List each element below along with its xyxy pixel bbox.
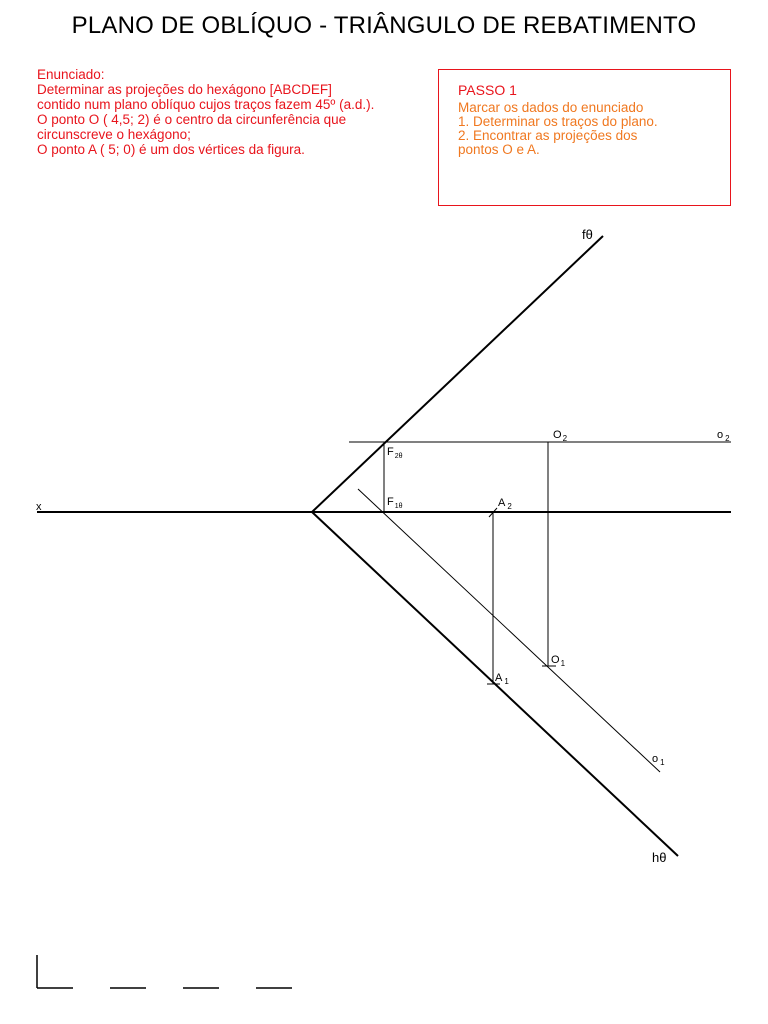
page-title: PLANO DE OBLÍQUO - TRIÂNGULO DE REBATIMENTO xyxy=(71,12,697,39)
o1-label: o $_1$ xyxy=(652,753,665,767)
frontal-trace-label: fθ xyxy=(582,227,593,242)
a1-point-label: A $_1$ xyxy=(495,672,509,686)
horizontal-trace-label: hθ xyxy=(652,850,667,865)
f2-label: $F_{2\theta}$ xyxy=(387,446,403,460)
x-axis-label: x xyxy=(36,501,42,513)
o1-line xyxy=(358,489,660,772)
a2-point-label: A $_2$ xyxy=(498,497,512,511)
o2-point-label: $O_2$ xyxy=(553,429,568,443)
o2-label: o $_2$ xyxy=(717,429,730,443)
statement-line: circunscreve o hexágono; xyxy=(37,127,191,142)
step-line: 1. Determinar os traços do plano. xyxy=(458,114,658,129)
statement-line: contido num plano oblíquo cujos traços fazem 45º (a.d.). xyxy=(37,97,375,112)
statement-line: Enunciado: xyxy=(37,67,105,82)
statement-line: O ponto A ( 5; 0) é um dos vértices da figura. xyxy=(37,142,305,157)
statement-line: Determinar as projeções do hexágono [ABCDEF] xyxy=(37,82,332,97)
step-title: PASSO 1 xyxy=(458,82,517,98)
statement-line: O ponto O ( 4,5; 2) é o centro da circunferência que xyxy=(37,112,347,127)
f1-label: $F_{1\theta}$ xyxy=(387,496,403,510)
step-line: 2. Encontrar as projeções dos xyxy=(458,128,638,143)
step-line: Marcar os dados do enunciado xyxy=(458,100,644,115)
frontal-trace-line xyxy=(312,236,603,512)
step-line: pontos O e A. xyxy=(458,142,540,157)
o1-point-label: $O_1$ xyxy=(551,654,566,668)
